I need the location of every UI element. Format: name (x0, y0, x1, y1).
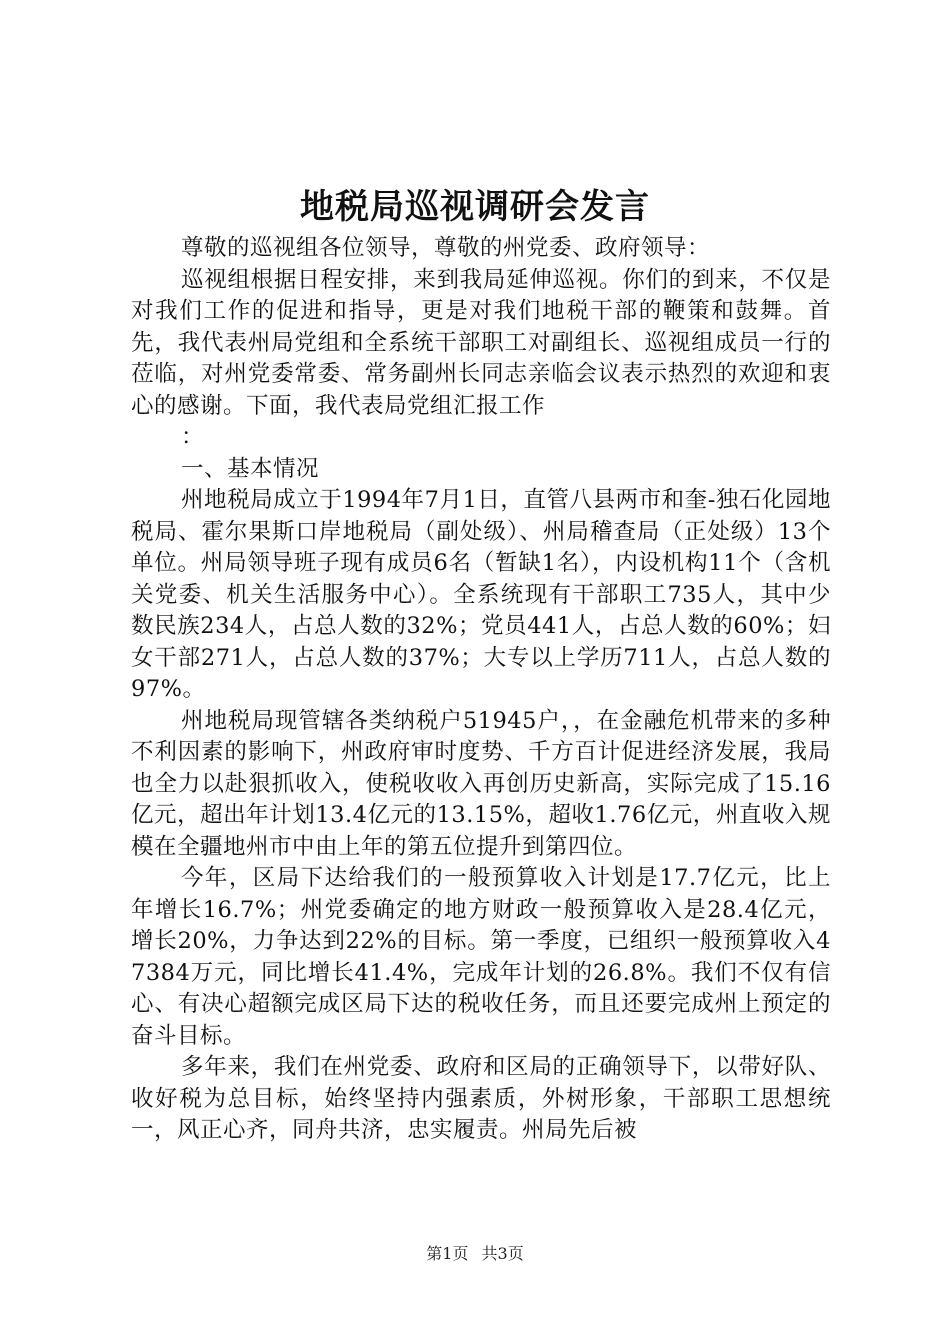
page-footer (0, 1243, 950, 1265)
budget-plan-paragraph: 今年，区局下达给我们的一般预算收入计划是17.7亿元，比上年增长16.7%；州党委确定的地方财政一般预算收入是28.4亿元，增长20%，力争达到22%的目标。第一季度，已组织一般预算收入47384万元，同比增长41.4%，完成年计划的26.8%。我们不仅有信心、有决心超额完成区局下达的税收任务，而且还要完成州上预定的奋斗目标。 (131, 865, 831, 1049)
document-body (131, 233, 831, 1147)
bureau-overview-paragraph: 州地税局成立于1994年7月1日，直管八县两市和奎-独石化园地税局、霍尔果斯口岸地税局（副处级）、州局稽查局（正处级）13个单位。州局领导班子现有成员6名（暂缺1名），内设机构11个（含机关党委、机关生活服务中心）。全系统现有干部职工735人，其中少数民族234人，占总人数的32%；党员441人，占总人数的60%；妇女干部271人，占总人数的37%；大专以上学历711人，占总人数的97%。 (131, 487, 831, 702)
page-number-current: 第1页 (426, 1244, 469, 1263)
opening-paragraph: 巡视组根据日程安排，来到我局延伸巡视。你们的到来，不仅是对我们工作的促进和指导，更是对我们地税干部的鞭策和鼓舞。首先，我代表州局党组和全系统干部职工对副组长、巡视组成员一行的莅临，对州党委常委、常务副州长同志亲临会议表示热烈的欢迎和衷心的感谢。下面，我代表局党组汇报工作 (131, 266, 831, 419)
salutation-paragraph: 尊敬的巡视组各位领导，尊敬的州党委、政府领导： (181, 235, 711, 261)
colon-line: ： (181, 424, 205, 450)
page-number-total: 共3页 (481, 1244, 524, 1263)
document-title: 地税局巡视调研会发言 (300, 187, 650, 227)
section-heading-basic-situation: 一、基本情况 (181, 455, 320, 482)
achievements-paragraph: 多年来，我们在州党委、政府和区局的正确领导下，以带好队、收好税为总目标，始终坚持内强素质，外树形象，干部职工思想统一，风正心齐，同舟共济，忠实履责。州局先后被 (131, 1054, 831, 1143)
tax-revenue-paragraph: 州地税局现管辖各类纳税户51945户，，在金融危机带来的多种不利因素的影响下，州政府审时度势、千方百计促进经济发展，我局也全力以赴狠抓收入，使税收收入再创历史新高，实际完成了15.16亿元，超出年计划13.4亿元的13.15%，超收1.76亿元，州直收入规模在全疆地州市中由上年的第五位提升到第四位。 (131, 707, 831, 860)
